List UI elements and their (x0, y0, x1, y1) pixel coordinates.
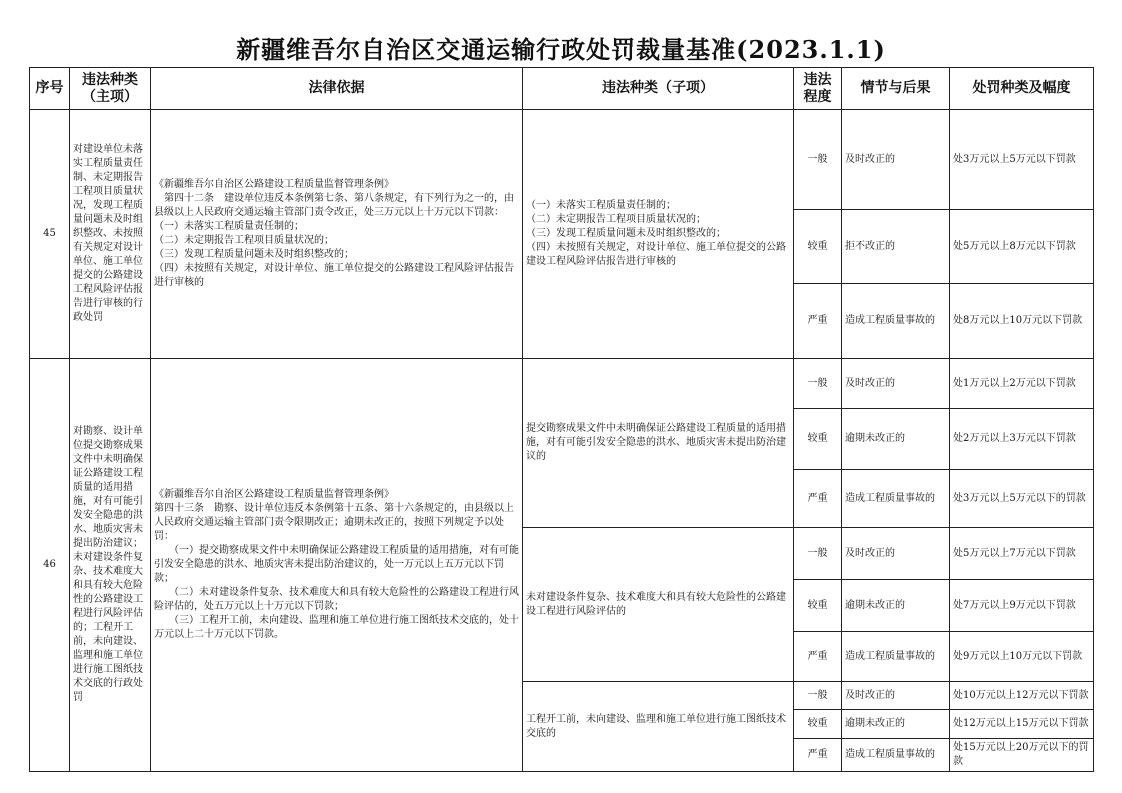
row-seq: 45 (30, 110, 70, 359)
row-degree: 较重 (794, 580, 842, 632)
header-seq: 序号 (30, 68, 70, 110)
row-penalty: 处5万元以上7万元以下罚款 (950, 528, 1094, 580)
header-sub-category: 违法种类（子项） (523, 68, 794, 110)
row-circumstance: 及时改正的 (842, 528, 950, 580)
row-degree: 一般 (794, 110, 842, 210)
row-degree: 严重 (794, 284, 842, 359)
row-degree: 较重 (794, 210, 842, 284)
row-penalty: 处3万元以上5万元以下罚款 (950, 110, 1094, 210)
row-penalty: 处10万元以上12万元以下罚款 (950, 682, 1094, 710)
row-legal-basis: 《新疆维吾尔自治区公路建设工程质量监督管理条例》 第四十三条 勘察、设计单位违反本条例第十五条、第十六条规定的，由县级以上人民政府交通运输主管部门责令限期改正；逾期未改正的，按照下列规定予以处罚： （一）提交勘察成果文件中未明确保证公路建设工程质量的适用措施，对有可能引发安全隐患的洪水、地质灾害未提出防治建议的，处一万元以上五万元以下罚款； （二）未对建设条件复杂、技术难度大和具有较大危险性的公路建设工程进行风险评估的，处五万元以上十万元以下罚款； （三）工程开工前，未向建设、监理和施工单位进行施工图纸技术交底的，处十万元以上二十万元以下罚款。 (151, 359, 523, 772)
row-degree: 严重 (794, 470, 842, 528)
row-penalty: 处15万元以上20万元以下的罚款 (950, 739, 1094, 772)
page-title: 新疆维吾尔自治区交通运输行政处罚裁量基准(2023.1.1) (236, 35, 886, 64)
header-row (30, 68, 1094, 110)
row-penalty: 处2万元以上3万元以下罚款 (950, 409, 1094, 470)
header-degree: 违法 程度 (794, 68, 842, 110)
row-circumstance: 造成工程质量事故的 (842, 284, 950, 359)
row-penalty: 处1万元以上2万元以下罚款 (950, 359, 1094, 409)
row-degree: 一般 (794, 359, 842, 409)
row-circumstance: 及时改正的 (842, 110, 950, 210)
table-row (30, 110, 1094, 210)
row-penalty: 处5万元以上8万元以下罚款 (950, 210, 1094, 284)
row-sub-category: （一）未落实工程质量责任制的； （二）未定期报告工程项目质量状况的； （三）发现工程质量问题未及时组织整改的； （四）未按照有关规定，对设计单位、施工单位提交的公路建设工程风险评估报告进行审核的 (523, 110, 794, 359)
row-penalty: 处3万元以上5万元以下的罚款 (950, 470, 1094, 528)
header-penalty: 处罚种类及幅度 (950, 68, 1094, 110)
row-main-category: 对建设单位未落实工程质量责任制、未定期报告工程项目质量状况，发现工程质量问题未及时组织整改、未按照有关规定对设计单位、施工单位提交的公路建设工程风险评估报告进行审核的行政处罚 (70, 110, 151, 359)
row-circumstance: 及时改正的 (842, 359, 950, 409)
row-circumstance: 逾期未改正的 (842, 580, 950, 632)
row-circumstance: 造成工程质量事故的 (842, 739, 950, 772)
row-degree: 较重 (794, 710, 842, 739)
row-circumstance: 逾期未改正的 (842, 409, 950, 470)
header-circumstance: 情节与后果 (842, 68, 950, 110)
row-circumstance: 逾期未改正的 (842, 710, 950, 739)
row-degree: 严重 (794, 739, 842, 772)
row-degree: 一般 (794, 682, 842, 710)
row-penalty: 处12万元以上15万元以下罚款 (950, 710, 1094, 739)
row-sub-category: 工程开工前，未向建设、监理和施工单位进行施工图纸技术交底的 (523, 682, 794, 772)
row-legal-basis: 《新疆维吾尔自治区公路建设工程质量监督管理条例》 第四十二条 建设单位违反本条例第七条、第八条规定，有下列行为之一的，由县级以上人民政府交通运输主管部门责令改正，处三万元以上十万元以下罚款： （一）未落实工程质量责任制的； （二）未定期报告工程项目质量状况的； （三）发现工程质量问题未及时组织整改的； （四）未按照有关规定，对设计单位、施工单位提交的公路建设工程风险评估报告进行审核的 (151, 110, 523, 359)
header-legal-basis: 法律依据 (151, 68, 523, 110)
row-degree: 一般 (794, 528, 842, 580)
row-penalty: 处9万元以上10万元以下罚款 (950, 632, 1094, 682)
header-main-category: 违法种类 （主项） (70, 68, 151, 110)
row-degree: 严重 (794, 632, 842, 682)
row-sub-category: 提交勘察成果文件中未明确保证公路建设工程质量的适用措施，对有可能引发安全隐患的洪水、地质灾害未提出防治建议的 (523, 359, 794, 528)
table-row (30, 359, 1094, 409)
row-circumstance: 造成工程质量事故的 (842, 470, 950, 528)
row-penalty: 处7万元以上9万元以下罚款 (950, 580, 1094, 632)
row-circumstance: 及时改正的 (842, 682, 950, 710)
row-seq: 46 (30, 359, 70, 772)
row-degree: 较重 (794, 409, 842, 470)
row-circumstance: 拒不改正的 (842, 210, 950, 284)
row-circumstance: 造成工程质量事故的 (842, 632, 950, 682)
penalty-standard-table (29, 67, 1094, 772)
row-main-category: 对勘察、设计单位提交勘察成果文件中未明确保证公路建设工程质量的适用措施，对有可能引发安全隐患的洪水、地质灾害未提出防治建议；未对建设条件复杂、技术难度大和具有较大危险性的公路建设工程进行风险评估的；工程开工前，未向建设、监理和施工单位进行施工图纸技术交底的行政处罚 (70, 359, 151, 772)
row-penalty: 处8万元以上10万元以下罚款 (950, 284, 1094, 359)
row-sub-category: 未对建设条件复杂、技术难度大和具有较大危险性的公路建设工程进行风险评估的 (523, 528, 794, 682)
